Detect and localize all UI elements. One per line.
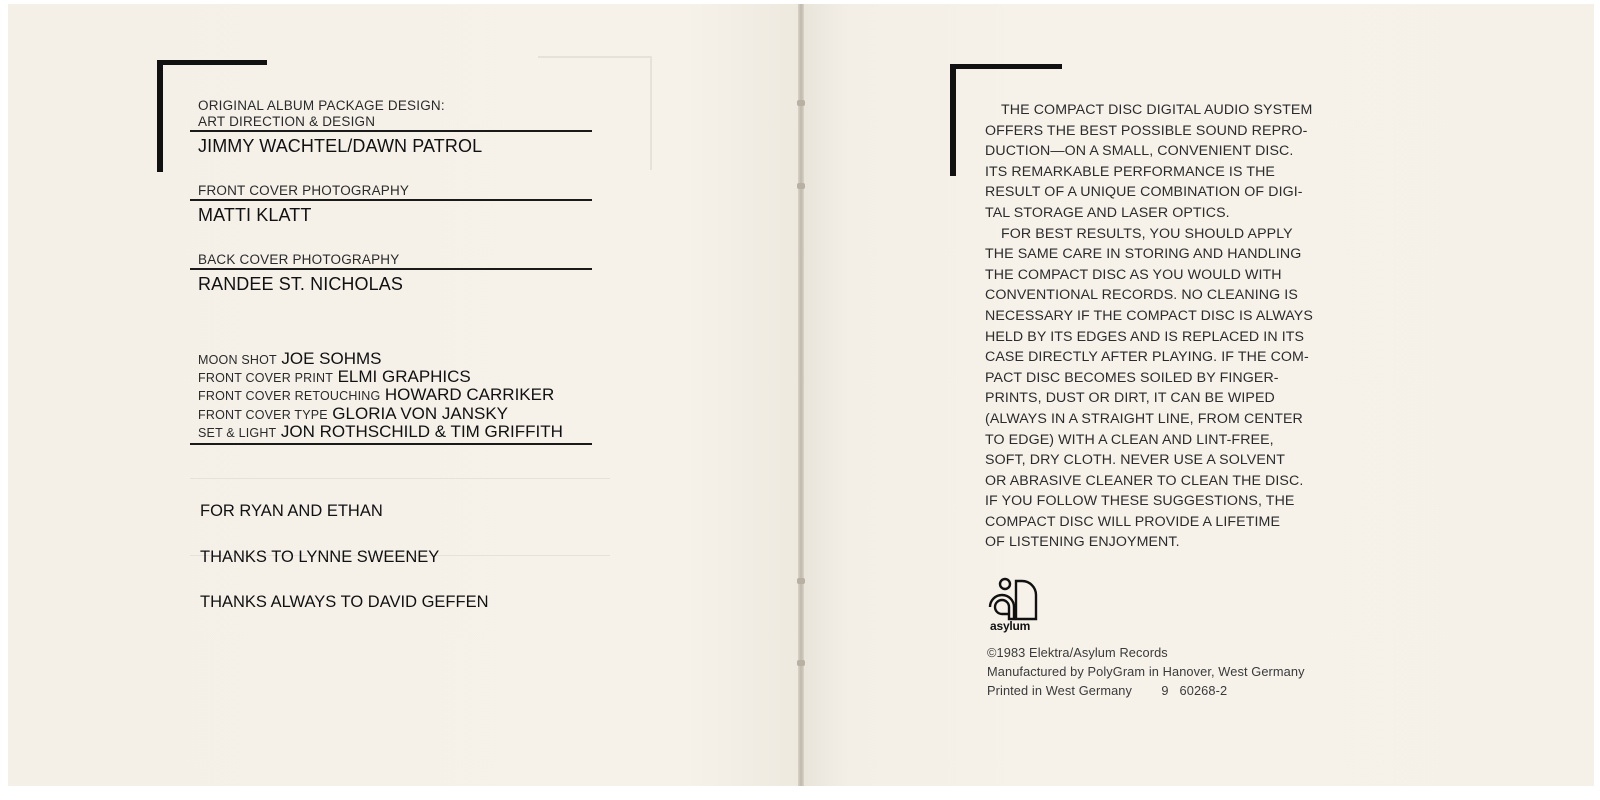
thanks-line: THANKS TO LYNNE SWEENEY xyxy=(200,548,440,566)
text-line: THE SAME CARE IN STORING AND HANDLING xyxy=(985,246,1302,263)
text-line: COMPACT DISC WILL PROVIDE A LIFETIME xyxy=(985,513,1281,530)
credit-row xyxy=(198,422,563,442)
divider-rule xyxy=(190,130,592,132)
text-line: (ALWAYS IN A STRAIGHT LINE, FROM CENTER xyxy=(985,410,1303,427)
credit-name: RANDEE ST. NICHOLAS xyxy=(198,274,403,294)
dedication: FOR RYAN AND ETHAN xyxy=(200,502,383,520)
credit-row xyxy=(198,404,508,424)
staple xyxy=(797,183,805,189)
corner-bracket-horizontal xyxy=(950,64,1062,69)
text-line: TAL STORAGE AND LASER OPTICS. xyxy=(985,204,1230,221)
credit-name: JON ROTHSCHILD & TIM GRIFFITH xyxy=(280,422,563,441)
compact-disc-care-text xyxy=(985,100,1365,553)
text-line: RESULT OF A UNIQUE COMBINATION OF DIGI- xyxy=(985,184,1303,201)
text-line: OF LISTENING ENJOYMENT. xyxy=(985,534,1180,551)
text-line: NECESSARY IF THE COMPACT DISC IS ALWAYS xyxy=(985,307,1313,324)
thanks-line: THANKS ALWAYS TO DAVID GEFFEN xyxy=(200,593,489,611)
text-line: CASE DIRECTLY AFTER PLAYING. IF THE COM- xyxy=(985,349,1309,366)
asylum-logo-text: asylum xyxy=(990,619,1031,633)
credit-role: SET & LIGHT xyxy=(198,426,277,440)
credit-row xyxy=(198,385,554,405)
credit-name: HOWARD CARRIKER xyxy=(384,385,555,404)
paragraph-intro xyxy=(985,100,1365,224)
text-line: PRINTS, DUST OR DIRT, IT CAN BE WIPED xyxy=(985,390,1275,407)
credit-role: FRONT COVER PRINT xyxy=(198,371,334,385)
credit-row xyxy=(198,349,381,369)
credit-role: FRONT COVER RETOUCHING xyxy=(198,389,381,403)
copyright-line: ©1983 Elektra/Asylum Records xyxy=(987,645,1168,660)
credit-role: MOON SHOT xyxy=(198,353,277,367)
text-line: DUCTION—ON A SMALL, CONVENIENT DISC. xyxy=(985,143,1294,160)
printed-line xyxy=(987,683,1227,698)
section-label: ORIGINAL ALBUM PACKAGE DESIGN: xyxy=(198,98,445,113)
text-line: HELD BY ITS EDGES AND IS REPLACED IN ITS xyxy=(985,328,1305,345)
asylum-logo-mark xyxy=(986,577,1040,621)
credit-name: JOE SOHMS xyxy=(281,349,382,368)
section-label: BACK COVER PHOTOGRAPHY xyxy=(198,252,400,267)
show-through-bracket xyxy=(538,56,652,170)
corner-bracket-vertical xyxy=(157,60,163,172)
credit-name: JIMMY WACHTEL/DAWN PATROL xyxy=(198,136,483,156)
asylum-logo xyxy=(986,577,1040,635)
text-line: ITS REMARKABLE PERFORMANCE IS THE xyxy=(985,163,1275,180)
text-line: CONVENTIONAL RECORDS. NO CLEANING IS xyxy=(985,287,1298,304)
staple xyxy=(797,660,805,666)
printed-in: Printed in West Germany xyxy=(987,683,1133,698)
text-line: SOFT, DRY CLOTH. NEVER USE A SOLVENT xyxy=(985,452,1286,469)
manufactured-line: Manufactured by PolyGram in Hanover, West Germany xyxy=(987,664,1305,679)
divider-rule xyxy=(190,443,592,445)
corner-bracket-vertical xyxy=(950,64,956,176)
text-line: THE COMPACT DISC DIGITAL AUDIO SYSTEM xyxy=(1001,102,1313,118)
section-label: FRONT COVER PHOTOGRAPHY xyxy=(198,183,410,198)
paragraph-care xyxy=(985,224,1365,554)
section-label: ART DIRECTION & DESIGN xyxy=(198,114,376,129)
corner-bracket-horizontal xyxy=(157,60,267,65)
text-line: IF YOU FOLLOW THESE SUGGESTIONS, THE xyxy=(985,493,1295,510)
text-line: OR ABRASIVE CLEANER TO CLEAN THE DISC. xyxy=(985,472,1304,489)
staple xyxy=(797,100,805,106)
credit-role: FRONT COVER TYPE xyxy=(198,408,328,422)
catalog-number: 9 60268-2 xyxy=(1161,683,1228,698)
text-line: THE COMPACT DISC AS YOU WOULD WITH xyxy=(985,266,1282,283)
credit-row xyxy=(198,367,471,387)
booklet-spine xyxy=(798,4,804,786)
show-through-rule xyxy=(190,478,610,479)
text-line: PACT DISC BECOMES SOILED BY FINGER- xyxy=(985,369,1279,386)
divider-rule xyxy=(190,199,592,201)
divider-rule xyxy=(190,268,592,270)
text-line: FOR BEST RESULTS, YOU SHOULD APPLY xyxy=(1001,225,1293,242)
text-line: OFFERS THE BEST POSSIBLE SOUND REPRO- xyxy=(985,122,1308,139)
text-line: TO EDGE) WITH A CLEAN AND LINT-FREE, xyxy=(985,431,1274,448)
credit-name: ELMI GRAPHICS xyxy=(337,367,471,386)
staple xyxy=(797,578,805,584)
credit-name: GLORIA VON JANSKY xyxy=(332,404,509,423)
credit-name: MATTI KLATT xyxy=(198,205,312,225)
